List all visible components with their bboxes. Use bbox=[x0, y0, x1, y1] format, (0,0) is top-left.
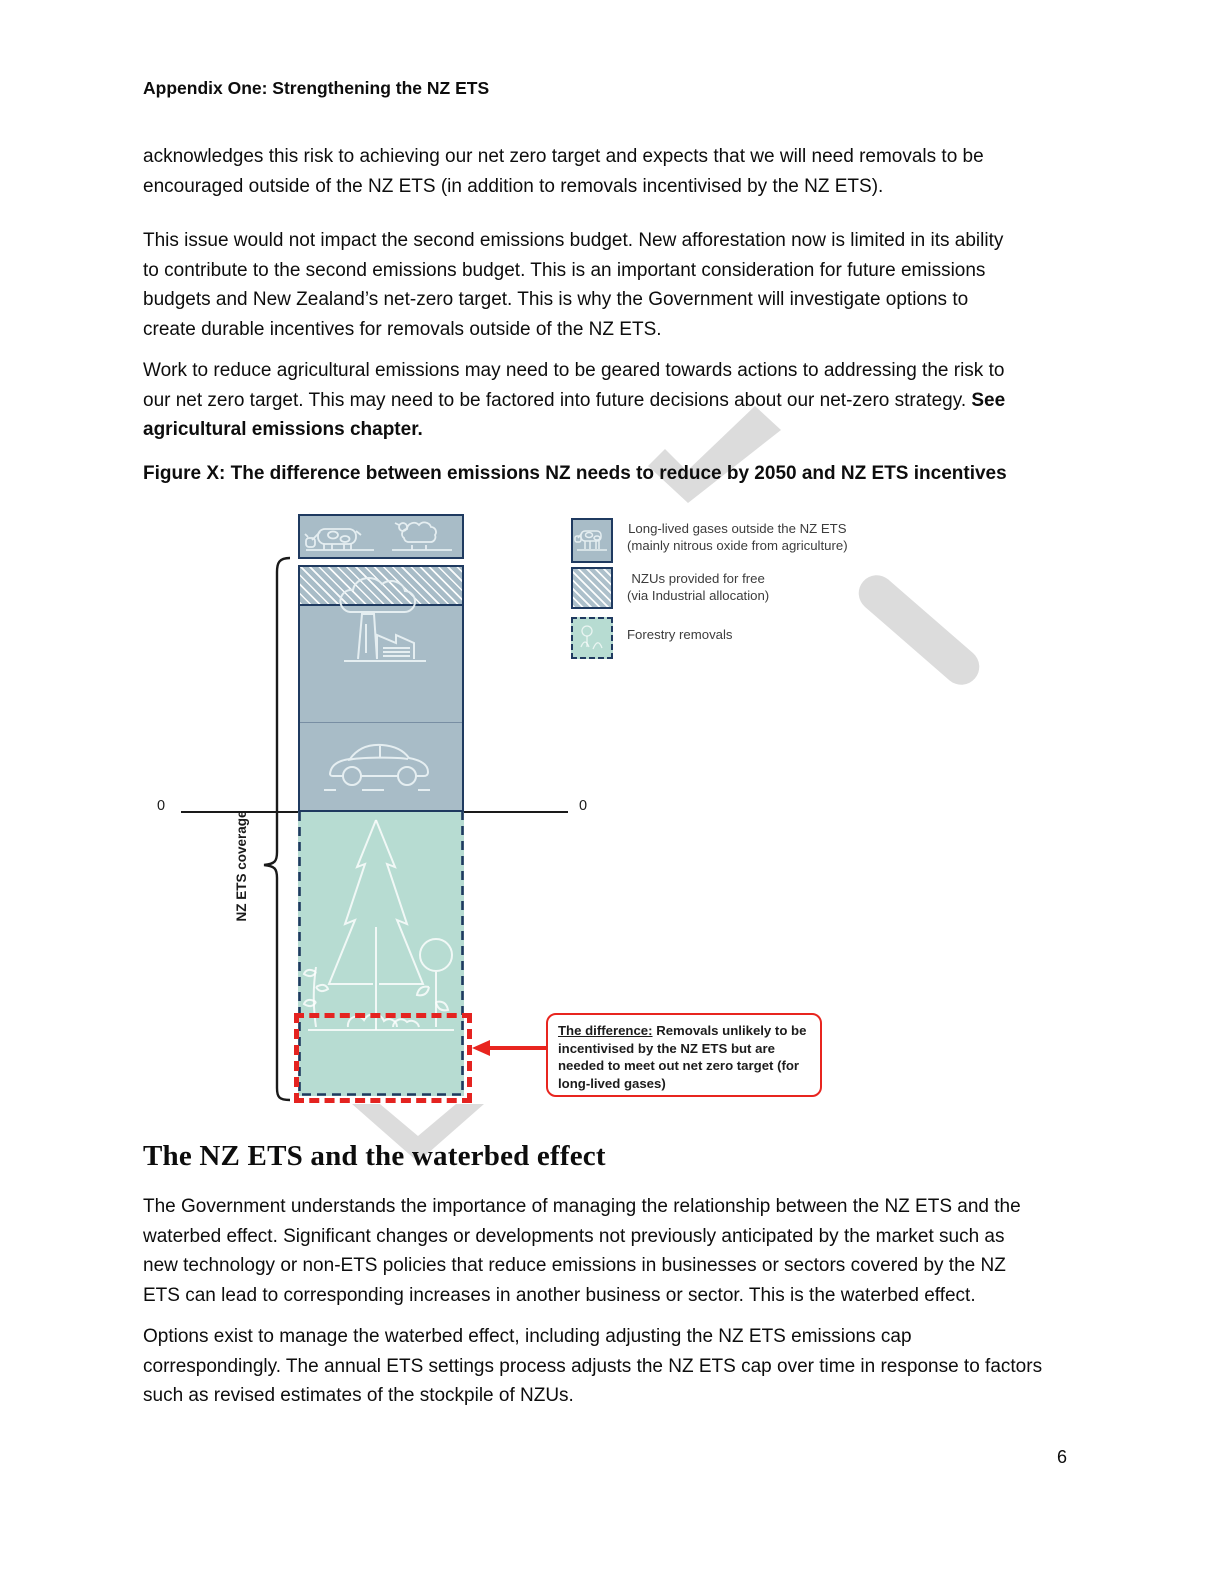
text-line: The Government understands the importance of managing the relationship between the NZ ETS and the bbox=[143, 1196, 1021, 1217]
legend-swatch-nzu-free bbox=[571, 567, 613, 609]
coverage-label: NZ ETS coverage bbox=[234, 810, 249, 922]
paragraph bbox=[143, 1192, 1067, 1310]
text-line: such as revised estimates of the stockpile of NZUs. bbox=[143, 1385, 574, 1406]
difference-callout bbox=[546, 1013, 822, 1097]
legend-label-forestry: Forestry removals bbox=[627, 627, 733, 642]
paragraph bbox=[143, 142, 1067, 201]
text-line: create durable incentives for removals outside of the NZ ETS. bbox=[143, 318, 662, 340]
figure-caption: Figure X: The difference between emissions NZ needs to reduce by 2050 and NZ ETS incentives bbox=[143, 463, 1007, 484]
difference-highlight-box bbox=[294, 1013, 472, 1103]
text-line: to contribute to the second emissions budget. This is an important consideration for future emissions bbox=[143, 259, 986, 281]
text-line: Work to reduce agricultural emissions may need to be geared towards actions to addressing the risk to bbox=[143, 360, 1005, 381]
factory-car-cloud-icon bbox=[300, 567, 461, 809]
page-number: 6 bbox=[1056, 1447, 1067, 1467]
paragraph bbox=[143, 1322, 1067, 1411]
paragraph bbox=[143, 226, 1067, 344]
text-line: This issue would not impact the second emissions budget. New afforestation now is limited in its ability bbox=[143, 230, 1004, 251]
text-line: waterbed effect. Significant changes or developments not previously anticipated by the market such as bbox=[143, 1225, 1005, 1247]
text-line: correspondingly. The annual ETS settings process adjusts the NZ ETS cap over time in response to factors bbox=[143, 1355, 1043, 1377]
segment-ets-covered-bar bbox=[298, 565, 464, 812]
text-line: agricultural emissions chapter. bbox=[143, 419, 423, 440]
cow-sheep-icon bbox=[300, 516, 461, 556]
page-header: Appendix One: Strengthening the NZ ETS bbox=[143, 78, 490, 98]
text-line: Options exist to manage the waterbed effect, including adjusting the NZ ETS emissions cap bbox=[143, 1326, 912, 1347]
legend-cow-icon bbox=[573, 520, 610, 560]
figure-emissions-diagram bbox=[143, 505, 1067, 1115]
callout-arrow bbox=[489, 1046, 547, 1050]
section-heading: The NZ ETS and the waterbed effect bbox=[143, 1140, 606, 1172]
text-line: ETS can lead to corresponding increases in another business or sector. This is the waterbed effect. bbox=[143, 1284, 976, 1306]
legend-label-nzu-free: NZUs provided for free (via Industrial allocation) bbox=[627, 571, 770, 603]
text-line: acknowledges this risk to achieving our net zero target and expects that we will need removals to be bbox=[143, 146, 984, 167]
axis-zero-label-left: 0 bbox=[156, 798, 166, 814]
segment-agriculture bbox=[298, 514, 464, 559]
text-line: budgets and New Zealand’s net-zero target. This is why the Government will investigate options to bbox=[143, 289, 969, 310]
legend-swatch-agriculture bbox=[571, 518, 613, 563]
legend-swatch-forestry bbox=[571, 617, 613, 659]
axis-zero-label-right: 0 bbox=[578, 798, 588, 814]
paragraph bbox=[143, 356, 1067, 445]
callout-text: Removals unlikely to be incentivised by the NZ ETS but are needed to meet out net zero target (for long-lived gases) bbox=[558, 1023, 807, 1091]
callout-arrowhead-icon bbox=[472, 1040, 490, 1056]
text-line: new technology or non-ETS policies that reduce emissions in businesses or sectors covered by the NZ bbox=[143, 1255, 1006, 1276]
legend-label-agriculture: Long-lived gases outside the NZ ETS (mainly nitrous oxide from agriculture) bbox=[627, 521, 848, 553]
coverage-brace bbox=[251, 556, 293, 1102]
legend-plant-icon bbox=[573, 619, 610, 656]
text-line: our net zero target. This may need to be factored into future decisions about our net-zero strategy. See bbox=[143, 389, 1006, 411]
text-line: encouraged outside of the NZ ETS (in addition to removals incentivised by the NZ ETS). bbox=[143, 175, 884, 197]
callout-lead: The difference: bbox=[558, 1023, 653, 1038]
